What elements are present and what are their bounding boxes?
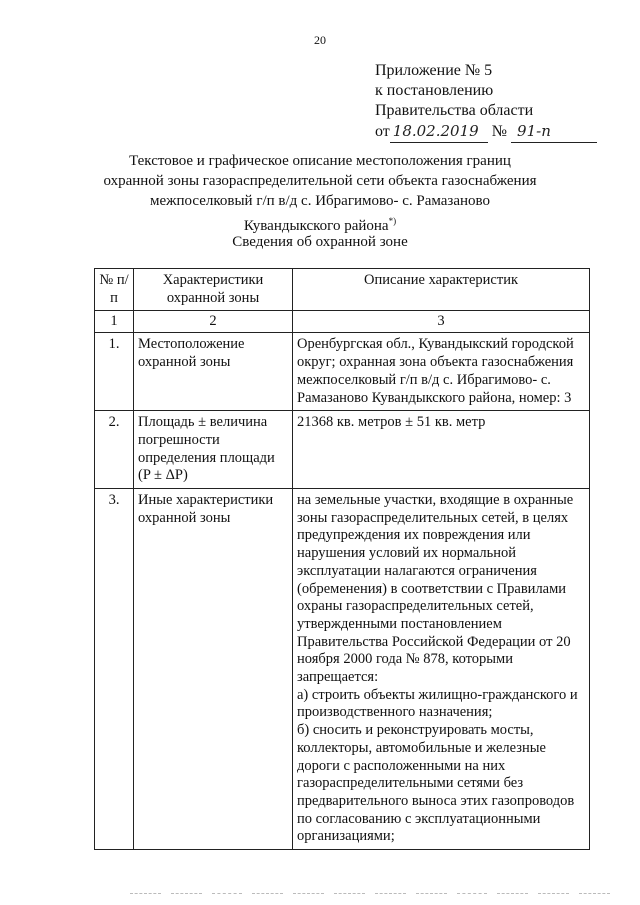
row-number: 2. [95,411,134,489]
header-description: Описание характеристик [293,269,590,311]
column-number: 2 [134,311,293,333]
appendix-line-3: Правительства области [375,102,534,119]
title-line-4: Кувандыкского района*) [243,216,397,234]
appendix-block [375,61,597,143]
handwritten-number: 91-п [517,122,551,140]
title-line-1: Текстовое и графическое описание местоположения границ [129,153,511,169]
row-number: 1. [95,333,134,411]
column-number-row [95,311,590,333]
footnote-mark: *) [388,216,397,226]
title-line-3: межпоселковый г/п в/д с. Ибрагимово- с. Рамазаново [149,193,491,209]
number-label: № [491,123,508,140]
page-number: 20 [314,33,326,47]
header-characteristic: Характеристики охранной зоны [134,269,293,311]
from-label: от [375,123,390,140]
restriction-item: б) сносить и реконструировать мосты, коллекторы, автомобильные и железные дороги с расположенными на них газораспределительными сетями без предварительного выноса этих газопроводов по согласованию с эксплуатационными организациями; [297,722,575,845]
appendix-line-1: Приложение № 5 [375,62,493,79]
document-title [0,151,640,236]
row-characteristic: Иные характеристики охранной зоны [134,489,293,850]
row-description: 21368 кв. метров ± 51 кв. метр [293,411,590,489]
row-number: 3. [95,489,134,850]
table-header-row [95,269,590,311]
column-number: 1 [95,311,134,333]
appendix-date-row [375,121,597,143]
row-characteristic: Площадь ± величина погрешности определения площади (P ± ΔP) [134,411,293,489]
title-line-2: охранной зоны газораспределительной сети объекта газоснабжения [103,173,537,189]
appendix-line-2: к постановлению [375,82,494,99]
section-subtitle: Сведения об охранной зоне [232,234,408,250]
row-description: Оренбургская обл., Кувандыкский городской округ; охранная зона объекта газоснабжения межпоселковый г/п в/д с. Ибрагимово- с. Рамазаново Кувандыкского района, номер: 3 [293,333,590,411]
header-number: № п/п [95,269,134,311]
protected-zone-table [94,268,590,850]
row-characteristic: Местоположение охранной зоны [134,333,293,411]
table-row [95,489,590,850]
bottom-scan-marks [130,893,610,899]
restriction-item: а) строить объекты жилищно-гражданского и производственного назначения; [297,686,578,721]
column-number: 3 [293,311,590,333]
table-row [95,333,590,411]
row-description-cell [293,489,590,850]
handwritten-date: 18.02.2019 [392,122,479,140]
table-row [95,411,590,489]
row-description: на земельные участки, входящие в охранные зоны газораспределительных сетей, в целях предупреждения их повреждения или нарушения условий их нормальной эксплуатации налагаются ограничения (обременения) в соответствии с Правилами охраны газораспределительных сетей, утвержденными постановлением Правительства Российской Федерации от 20 ноября 2000 года № 878, которыми запрещается: [297,492,574,686]
